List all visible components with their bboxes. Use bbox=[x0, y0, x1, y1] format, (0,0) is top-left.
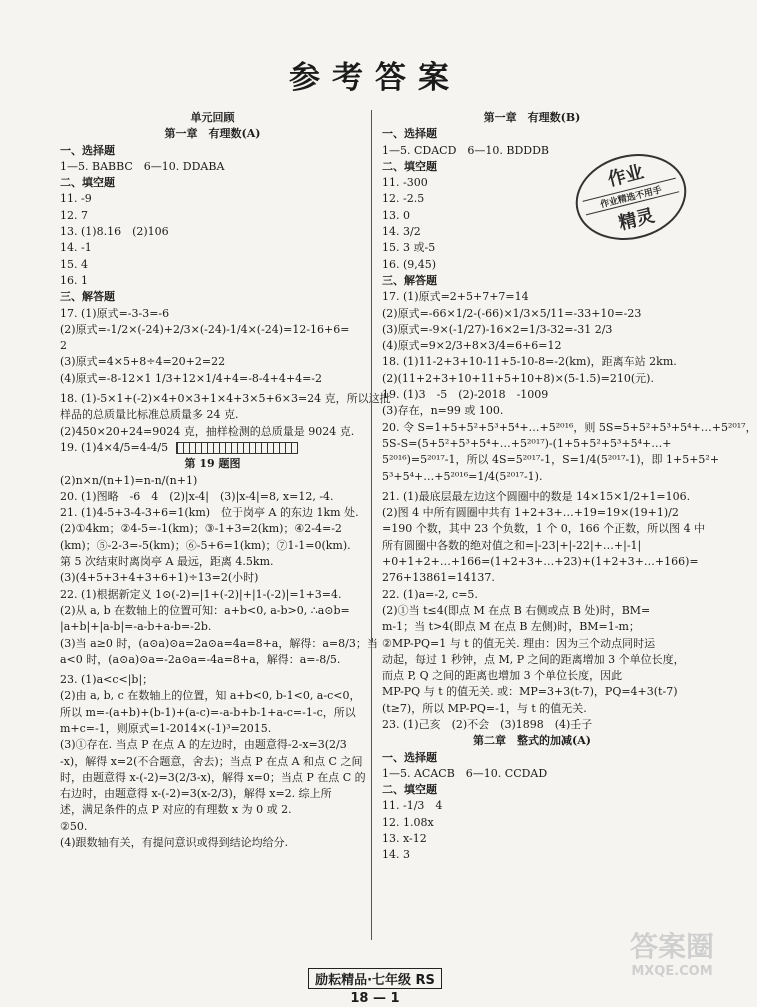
answer-line: 16. 1 bbox=[60, 273, 88, 287]
column-divider bbox=[371, 110, 372, 940]
answer-line: 15. 4 bbox=[60, 257, 88, 271]
answer-line: (km)；⑤-2-3=-5(km)；⑥-5+6=1(km)；⑦1-1=0(km). bbox=[60, 538, 351, 552]
page-title: 参考答案 bbox=[289, 60, 461, 96]
answer-line: 5S-S=(5+5²+5³+5⁴+…+5²⁰¹⁷)-(1+5+5²+5³+5⁴+…+ bbox=[382, 436, 672, 450]
answer-line: ②50. bbox=[60, 819, 88, 833]
answer-line: 1—5. ACACB 6—10. CCDAD bbox=[382, 766, 548, 780]
answer-line: 14. 3 bbox=[382, 848, 410, 862]
stamp-top-text: 作业 bbox=[605, 161, 646, 191]
site-watermark bbox=[612, 930, 732, 992]
answer-line: 21. (1)最底层最左边这个圆圈中的数是 14×15×1/2+1=106. bbox=[382, 489, 691, 503]
answer-line: (4)原式=9×2/3+8×3/4=6+6=12 bbox=[382, 339, 562, 353]
answer-line: ②MP-PQ=1 与 t 的值无关. 理由：因为三个动点同时运 bbox=[382, 636, 656, 650]
answer-line: 所以 m=-(a+b)+(b-1)+(a-c)=-a-b+b-1+a-c=-1-c，所以 bbox=[60, 705, 356, 719]
answer-line: (2)①4km；②4-5=-1(km)；③-1+3=2(km)；④2-4=-2 bbox=[60, 522, 342, 536]
chapter-heading: 第二章 整式的加减(A) bbox=[473, 734, 591, 748]
answer-line: m-1；当 t>4(即点 M 在点 B 左侧)时，BM=1-m； bbox=[382, 620, 640, 634]
answer-line: 14. 3/2 bbox=[382, 225, 421, 239]
answer-line: 23. (1)a<c<|b|； bbox=[60, 673, 154, 687]
answer-line: 23. (1)己亥 (2)不会 (3)1898 (4)壬子 bbox=[382, 717, 593, 731]
watermark-domain: MXQE.COM bbox=[631, 964, 713, 979]
brand-label: 励耘精品·七年级 RS bbox=[308, 968, 442, 989]
answer-line: 16. (9,45) bbox=[382, 257, 437, 271]
answer-line: =190 个数，其中 23 个负数，1 个 0，166 个正数，所以图 4 中 bbox=[382, 522, 706, 536]
answer-line: a<0 时，(a⊙a)⊙a=-2a⊙a=-4a=8+a，解得：a=-8/5. bbox=[60, 652, 341, 666]
section-heading: 一、选择题 bbox=[382, 127, 437, 141]
answer-line: 17. (1)原式=-3-3=-6 bbox=[60, 306, 170, 320]
stamp-bottom-text: 精灵 bbox=[616, 205, 657, 235]
section-heading: 一、选择题 bbox=[60, 143, 115, 157]
left-column bbox=[60, 110, 391, 851]
answer-line: (2)图 4 中所有圆圈中共有 1+2+3+…+19=19×(19+1)/2 bbox=[382, 506, 679, 520]
answer-line: 20. (1)图略 -6 4 (2)|x-4| (3)|x-4|=8, x=12, -4. bbox=[60, 489, 334, 503]
answer-line: (2)原式=-1/2×(-24)+2/3×(-24)-1/4×(-24)=12-16+6= bbox=[60, 322, 350, 336]
section-heading: 二、填空题 bbox=[382, 783, 437, 797]
answer-line: 20. 令 S=1+5+5²+5³+5⁴+…+5²⁰¹⁶，则 5S=5+5²+5³+5⁴+…+5²⁰¹⁷， bbox=[382, 420, 757, 434]
answer-line: 13. x-12 bbox=[382, 832, 427, 846]
answer-line: 而点 P, Q 之间的距离也增加 3 个单位长度，因此 bbox=[382, 669, 623, 683]
answer-line: 动起，每过 1 秒钟，点 M, P 之间的距离增加 3 个单位长度， bbox=[382, 652, 685, 666]
answer-line: 15. 3 或-5 bbox=[382, 241, 436, 255]
answer-line: 5³+5⁴+…+5²⁰¹⁶=1/4(5²⁰¹⁷-1). bbox=[382, 469, 543, 483]
watermark-main: 答案圈 bbox=[629, 930, 714, 963]
answer-line: 11. -1/3 4 bbox=[382, 799, 443, 813]
answer-line: (3)当 a≥0 时，(a⊙a)⊙a=2a⊙a=4a=8+a，解得：a=8/3；当 bbox=[60, 636, 378, 650]
answer-line: (2)450×20+24=9024 克，抽样检测的总质量是 9024 克. bbox=[60, 424, 355, 438]
answer-line: 1—5. BABBC 6—10. DDABA bbox=[60, 159, 225, 173]
answer-line: 14. -1 bbox=[60, 241, 92, 255]
answer-line: 21. (1)4-5+3-4-3+6=1(km) 位于岗亭 A 的东边 1km 处. bbox=[60, 506, 359, 520]
answer-line: 样品的总质量比标准总质量多 24 克. bbox=[60, 408, 239, 422]
answer-line: 2 bbox=[60, 339, 67, 353]
answer-line: (3)存在，n=99 或 100. bbox=[382, 404, 504, 418]
answer-line: -x)，解得 x=2(不合题意，舍去)；当点 P 在点 A 和点 C 之间 bbox=[60, 754, 363, 768]
answer-line: 11. -300 bbox=[382, 176, 428, 190]
answer-line: 第 5 次结束时离岗亭 A 最远，距离 4.5km. bbox=[60, 555, 274, 569]
answer-line: 右边时，由题意得 x-(-2)=3(x-2/3)，解得 x=2. 综上所 bbox=[60, 787, 332, 801]
answer-line: (2)(11+2+3+10+11+5+10+8)×(5-1.5)=210(元). bbox=[382, 371, 654, 385]
answer-line: 12. 7 bbox=[60, 208, 88, 222]
section-heading: 一、选择题 bbox=[382, 750, 437, 764]
answer-line: (2)原式=-66×1/2-(-66)×1/3×5/11=-33+10=-23 bbox=[382, 306, 642, 320]
answer-line: 13. 0 bbox=[382, 208, 410, 222]
number-line-figure bbox=[176, 442, 298, 454]
answer-line: (3)①存在. 当点 P 在点 A 的左边时，由题意得-2-x=3(2/3 bbox=[60, 738, 347, 752]
answer-line: 11. -9 bbox=[60, 192, 92, 206]
answer-line: 述，满足条件的点 P 对应的有理数 x 为 0 或 2. bbox=[60, 803, 292, 817]
answer-line: +0+1+2+…+166=(1+2+3+…+23)+(1+2+3+…+166)= bbox=[382, 555, 699, 569]
answer-line: 12. 1.08x bbox=[382, 815, 434, 829]
answer-line: 18. (1)-5×1+(-2)×4+0×3+1×4+3×5+6×3=24 克，所以这批 bbox=[60, 392, 391, 406]
answer-line: (2)n×n/(n+1)=n-n/(n+1) bbox=[60, 473, 198, 487]
answer-line: (3)原式=4×5+8÷4=20+2=22 bbox=[60, 355, 226, 369]
answer-line: 12. -2.5 bbox=[382, 192, 425, 206]
answer-line: 13. (1)8.16 (2)106 bbox=[60, 225, 169, 239]
answer-line: (2)从 a, b 在数轴上的位置可知：a+b<0, a-b>0, ∴a⊙b= bbox=[60, 603, 350, 617]
answer-line: 5²⁰¹⁶)=5²⁰¹⁷-1，所以 4S=5²⁰¹⁷-1，S=1/4(5²⁰¹⁷-1)，即 1+5+5²+ bbox=[382, 453, 720, 467]
answer-line: 1—5. CDACD 6—10. BDDDB bbox=[382, 143, 550, 157]
stamp-middle-text: 作业精选不用手 bbox=[582, 178, 679, 216]
answer-line: MP-PQ 与 t 的值无关. 或：MP=3+3(t-7)，PQ=4+3(t-7) bbox=[382, 685, 678, 699]
chapter-heading: 单元回顾 bbox=[190, 111, 235, 124]
answer-line: (2)①当 t≤4(即点 M 在点 B 右侧或点 B 处)时，BM= bbox=[382, 603, 651, 617]
answer-line: 时，由题意得 x-(-2)=3(2/3-x)，解得 x=0；当点 P 在点 C 的 bbox=[60, 770, 366, 784]
chapter-heading: 第一章 有理数(A) bbox=[164, 127, 261, 141]
answer-line: |a+b|+|a-b|=-a-b+a-b=-2b. bbox=[60, 620, 212, 634]
answer-line: 276+13861=14137. bbox=[382, 571, 495, 585]
answer-line: (3)原式=-9×(-1/27)-16×2=1/3-32=-31 2/3 bbox=[382, 322, 613, 336]
answer-line: m+c=-1，则原式=1-2014×(-1)³=2015. bbox=[60, 721, 272, 735]
answer-line: 所有圆圈中各数的绝对值之和=|-23|+|-22|+…+|-1| bbox=[382, 538, 642, 552]
section-heading: 二、填空题 bbox=[382, 159, 437, 173]
chapter-heading: 第一章 有理数(B) bbox=[483, 111, 581, 124]
chapter-heading: 第 19 题图 bbox=[184, 457, 241, 471]
answer-line: (4)跟数轴有关，有提问意识或得到结论均给分. bbox=[60, 836, 289, 850]
section-heading: 三、解答题 bbox=[60, 290, 115, 304]
answer-line: 18. (1)11-2+3+10-11+5-10-8=-2(km)，距离车站 2km. bbox=[382, 355, 677, 369]
page-number: 18 — 1 bbox=[350, 991, 400, 1006]
answer-line: (4)原式=-8-12×1 1/3+12×1/4+4=-8-4+4+4=-2 bbox=[60, 371, 323, 385]
answer-line: 19. (1)3 -5 (2)-2018 -1009 bbox=[382, 388, 549, 402]
answer-line: 22. (1)a=-2, c=5. bbox=[382, 587, 478, 601]
answer-line: 19. (1)4×4/5=4-4/5 bbox=[60, 440, 365, 456]
answer-line: (3)(4+5+3+4+3+6+1)÷13=2(小时) bbox=[60, 571, 259, 585]
answer-line: (t≥7)，所以 MP-PQ=-1，与 t 的值无关. bbox=[382, 701, 587, 715]
section-heading: 二、填空题 bbox=[60, 176, 115, 190]
answer-line: 22. (1)根据新定义 1⊙(-2)=|1+(-2)|+|1-(-2)|=1+3=4. bbox=[60, 587, 342, 601]
section-heading: 三、解答题 bbox=[382, 273, 437, 287]
answer-line: (2)由 a, b, c 在数轴上的位置，知 a+b<0, b-1<0, a-c<0， bbox=[60, 689, 361, 703]
answer-line: 17. (1)原式=2+5+7+7=14 bbox=[382, 290, 529, 304]
